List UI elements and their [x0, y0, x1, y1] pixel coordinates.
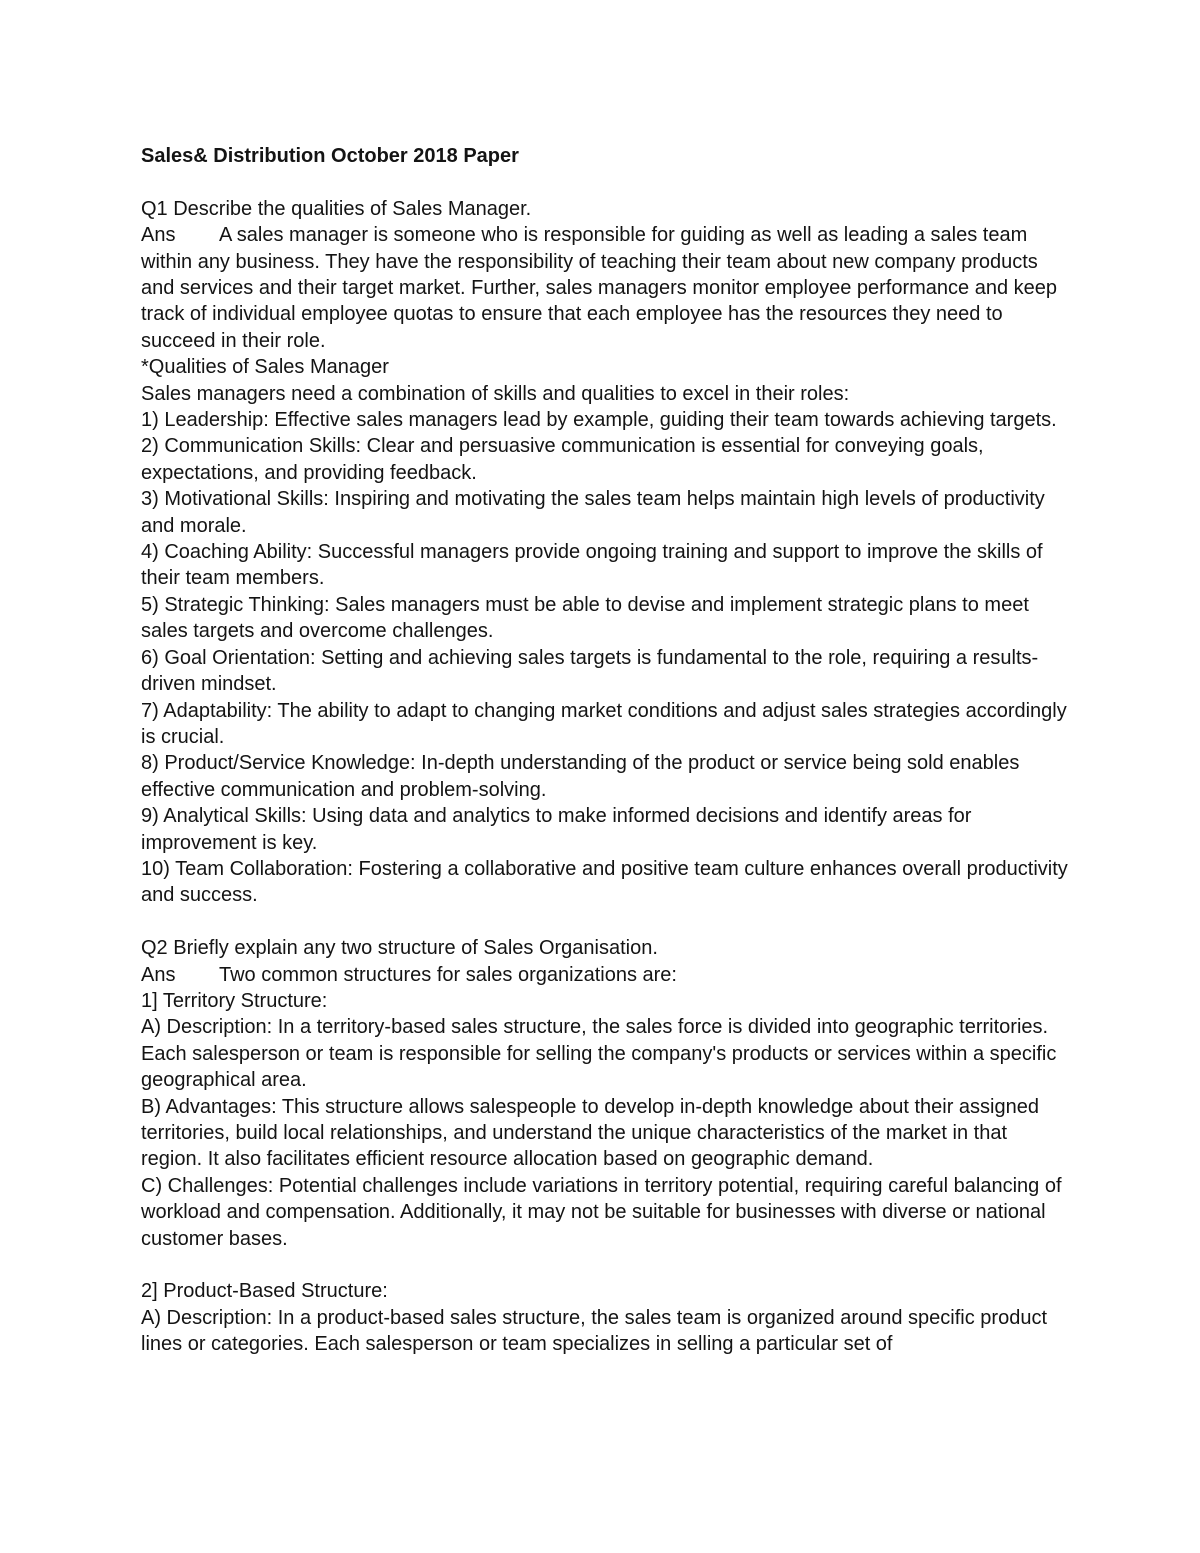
spacer — [141, 169, 1071, 195]
quality-item-coaching: 4) Coaching Ability: Successful managers provide ongoing training and support to improve the skills of their team members. — [141, 541, 1043, 590]
q1-qualities-intro: Sales managers need a combination of skills and qualities to excel in their roles: — [141, 382, 850, 405]
document-page — [141, 143, 1071, 1358]
quality-item-goal: 6) Goal Orientation: Setting and achieving sales targets is fundamental to the role, requiring a results-driven mindset. — [141, 646, 1039, 696]
spacer — [141, 1252, 1071, 1278]
territory-advantages: B) Advantages: This structure allows salespeople to develop in-depth knowledge about their assigned territories, build local relationships, and understand the unique characteristics of the market in that region. It also facilitates efficient resource allocation based on geographic demand. — [141, 1095, 1039, 1171]
document-title: Sales& Distribution October 2018 Paper — [141, 145, 519, 167]
quality-item-strategic: 5) Strategic Thinking: Sales managers must be able to devise and implement strategic plans to meet sales targets and overcome challenges. — [141, 593, 1029, 643]
q1-answer — [141, 222, 1071, 354]
product-description: A) Description: In a product-based sales structure, the sales team is organized around specific product lines or categories. Each salesperson or team specializes in selling a particular set of — [141, 1306, 1048, 1356]
territory-challenges: C) Challenges: Potential challenges include variations in territory potential, requiring careful balancing of workload and compensation. Additionally, it may not be suitable for businesses with diverse or national customer bases. — [141, 1174, 1062, 1250]
quality-item-product-knowledge: 8) Product/Service Knowledge: In-depth understanding of the product or service being sold enables effective communication and problem-solving. — [141, 752, 1020, 801]
quality-item-motivational: 3) Motivational Skills: Inspiring and motivating the sales team helps maintain high levels of productivity and morale. — [141, 488, 1045, 537]
q1-question: Q1 Describe the qualities of Sales Manager. — [141, 197, 532, 220]
quality-item-adaptability: 7) Adaptability: The ability to adapt to changing market conditions and adjust sales strategies accordingly is crucial. — [141, 699, 1067, 748]
quality-item-collaboration: 10) Team Collaboration: Fostering a collaborative and positive team culture enhances overall productivity and success. — [141, 857, 1068, 907]
territory-structure-heading: 1] Territory Structure: — [141, 989, 328, 1012]
territory-description: A) Description: In a territory-based sales structure, the sales force is divided into geographic territories. Each salesperson or team is responsible for selling the company's products or services within a specific geographical area. — [141, 1016, 1057, 1092]
q1-qualities-heading: *Qualities of Sales Manager — [141, 356, 389, 379]
q2-question: Q2 Briefly explain any two structure of Sales Organisation. — [141, 937, 658, 960]
q2-answer-text: Two common structures for sales organizations are: — [219, 963, 677, 986]
q2-answer — [141, 962, 1071, 988]
q1-ans-label: Ans — [141, 224, 176, 247]
quality-item-leadership: 1) Leadership: Effective sales managers lead by example, guiding their team towards achieving targets. — [141, 409, 1057, 432]
spacer — [141, 909, 1071, 935]
q2-ans-label: Ans — [141, 963, 176, 986]
q1-answer-text: A sales manager is someone who is responsible for guiding as well as leading a sales team within any business. They have the responsibility of teaching their team about new company products and services and their target market. Further, sales managers monitor employee performance and keep track of individual employee quotas to ensure that each employee has the resources they need to succeed in their role. — [141, 224, 1058, 352]
quality-item-communication: 2) Communication Skills: Clear and persuasive communication is essential for conveying goals, expectations, and providing feedback. — [141, 435, 984, 484]
quality-item-analytical: 9) Analytical Skills: Using data and analytics to make informed decisions and identify areas for improvement is key. — [141, 805, 972, 854]
product-structure-heading: 2] Product-Based Structure: — [141, 1280, 388, 1303]
